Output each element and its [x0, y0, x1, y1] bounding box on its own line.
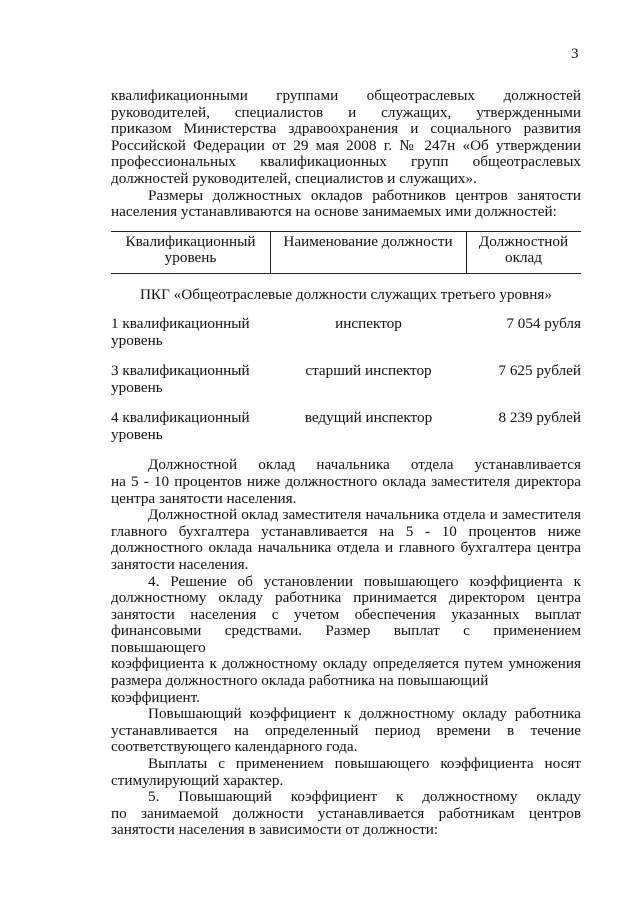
header-salary: Должностной оклад: [478, 232, 569, 267]
text-line: занятости населения в зависимости от должности:: [111, 821, 439, 839]
text-line: населения устанавливаются на основе занимаемых ими должностей:: [111, 203, 557, 221]
row-level: 1 квалификационный уровень: [111, 315, 250, 349]
text-line: главного бухгалтера устанавливается на 5 - 10 процентов ниже: [111, 522, 581, 540]
section-4-paragraph: [111, 574, 581, 707]
header-level: Квалификационный уровень: [111, 232, 271, 273]
text-line: размера должностного оклада работника на повышающий коэффициент.: [111, 672, 489, 706]
coefficient-period-paragraph: [111, 706, 581, 756]
text-line: занятости населения.: [111, 555, 249, 573]
text-line: 4. Решение об установлении повышающего коэффициента к: [148, 572, 581, 590]
text-line: руководителей, специалистов и служащих, утвержденными: [111, 103, 581, 121]
document-body: [111, 88, 581, 839]
salary-table-header: [111, 231, 581, 274]
row-level: 3 квалификационный уровень: [111, 362, 250, 396]
text-line: центра занятости населения.: [111, 489, 297, 507]
page-number: 3: [571, 46, 579, 62]
text-line: соответствующего календарного года.: [111, 738, 358, 756]
text-line: финансовыми средствами. Размер выплат с применением повышающего: [111, 622, 581, 656]
section-5-paragraph: [111, 789, 581, 839]
row-position: инспектор: [335, 315, 402, 333]
text-line: должностей руководителей, специалистов и служащих».: [111, 169, 477, 187]
row-salary: 8 239 рублей: [498, 409, 581, 427]
text-line: на 5 - 10 процентов ниже должностного оклада заместителя директора: [111, 472, 581, 490]
stimulating-paragraph: [111, 756, 581, 789]
text-line: Размеры должностных окладов работников центров занятости: [148, 186, 581, 204]
text-line: квалификационными группами общеотраслевых должностей: [111, 87, 581, 104]
table-row: [111, 363, 581, 396]
header-position: Наименование должности: [270, 232, 467, 273]
text-line: должностному окладу работника принимается директором центра: [111, 589, 581, 607]
text-line: коэффициента к должностному окладу определяется путем умножения: [111, 655, 581, 673]
salary-sizes-paragraph: [111, 188, 581, 221]
row-position: старший инспектор: [305, 362, 432, 380]
row-salary: 7 054 рубля: [506, 315, 581, 333]
table-row: [111, 410, 581, 443]
row-position: ведущий инспектор: [304, 409, 433, 427]
text-line: должностного оклада начальника отдела и главного бухгалтера центра: [111, 539, 581, 557]
text-line: Российской Федерации от 29 мая 2008 г. № 247н «Об утверждении: [111, 136, 581, 154]
text-line: Должностной оклад начальника отдела устанавливается: [148, 456, 581, 474]
text-line: Должностной оклад заместителя начальника отдела и заместителя: [148, 506, 581, 524]
text-line: приказом Министерства здравоохранения и социального развития: [111, 120, 581, 138]
text-line: Выплаты с применением повышающего коэффициента носят: [148, 755, 581, 773]
head-salary-paragraph: [111, 457, 581, 507]
row-level: 4 квалификационный уровень: [111, 409, 250, 443]
text-line: устанавливается на определенный период времени в течение: [111, 721, 581, 739]
row-salary: 7 625 рублей: [498, 362, 581, 380]
table-row: [111, 316, 581, 349]
text-line: по занимаемой должности устанавливается работникам центров: [111, 804, 581, 822]
text-line: занятости населения с учетом обеспечения указанных выплат: [111, 605, 581, 623]
salary-rows: [111, 316, 581, 443]
intro-paragraph: [111, 88, 581, 188]
pkg-title: ПКГ «Общеотраслевые должности служащих третьего уровня»: [139, 285, 553, 303]
text-line: стимулирующий характер.: [111, 771, 284, 789]
text-line: профессиональных квалификационных групп общеотраслевых: [111, 153, 581, 171]
deputy-salary-paragraph: [111, 507, 581, 573]
text-line: 5. Повышающий коэффициент к должностному окладу: [148, 788, 581, 806]
text-line: Повышающий коэффициент к должностному окладу работника: [148, 705, 581, 723]
